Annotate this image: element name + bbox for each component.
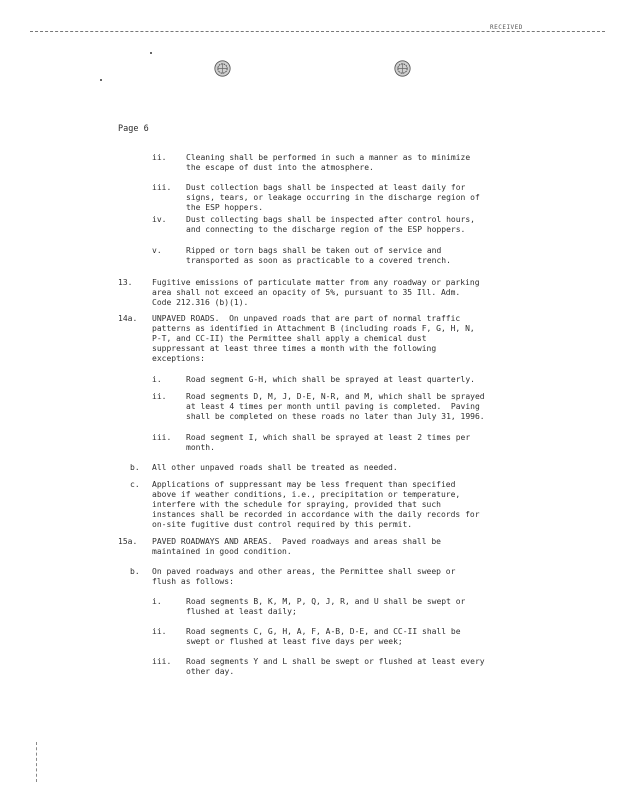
item-label: 13. bbox=[118, 278, 133, 287]
paragraph-line: Dust collecting bags shall be inspected after control hours, bbox=[186, 215, 475, 224]
scan-mark bbox=[150, 52, 152, 54]
paragraph-line: Road segments D, M, J, D-E, N-R, and M, which shall be sprayed bbox=[186, 392, 485, 401]
paragraph-line: the escape of dust into the atmosphere. bbox=[186, 163, 374, 172]
item-label: c. bbox=[130, 480, 140, 489]
left-edge-marks bbox=[36, 742, 38, 782]
scan-mark bbox=[100, 79, 102, 81]
paragraph-line: Cleaning shall be performed in such a manner as to minimize bbox=[186, 153, 471, 162]
header-dashed-rule bbox=[30, 31, 605, 32]
paragraph-line: at least 4 times per month until paving is completed. Paving bbox=[186, 402, 480, 411]
paragraph-line: Ripped or torn bags shall be taken out of service and bbox=[186, 246, 442, 255]
item-label: iii. bbox=[152, 433, 172, 442]
paragraph-line: area shall not exceed an opacity of 5%, pursuant to 35 Ill. Adm. bbox=[152, 288, 461, 297]
paragraph-line: shall be completed on these roads no later than July 31, 1996. bbox=[186, 412, 485, 421]
paragraph-line: suppressant at least three times a month with the following bbox=[152, 344, 437, 353]
paragraph-line: Fugitive emissions of particulate matter from any roadway or parking bbox=[152, 278, 480, 287]
paragraph-line: Road segment G-H, which shall be sprayed at least quarterly. bbox=[186, 375, 475, 384]
item-label: i. bbox=[152, 375, 162, 384]
paragraph-line: and connecting to the discharge region of the ESP hoppers. bbox=[186, 225, 466, 234]
paragraph-line: interfere with the schedule for spraying, provided that such bbox=[152, 500, 441, 509]
paragraph-line: maintained in good condition. bbox=[152, 547, 292, 556]
paragraph-line: PAVED ROADWAYS AND AREAS. Paved roadways and areas shall be bbox=[152, 537, 441, 546]
paragraph-line: flushed at least daily; bbox=[186, 607, 297, 616]
item-label: iii. bbox=[152, 183, 172, 192]
item-label: b. bbox=[130, 567, 140, 576]
item-label: b. bbox=[130, 463, 140, 472]
item-label: i. bbox=[152, 597, 162, 606]
item-label: ii. bbox=[152, 627, 167, 636]
paragraph-line: month. bbox=[186, 443, 215, 452]
item-label: iii. bbox=[152, 657, 172, 666]
paragraph-line: exceptions: bbox=[152, 354, 205, 363]
item-label: 15a. bbox=[118, 537, 138, 546]
item-label: ii. bbox=[152, 392, 167, 401]
paragraph-line: Applications of suppressant may be less frequent than specified bbox=[152, 480, 456, 489]
paragraph-line: flush as follows: bbox=[152, 577, 234, 586]
received-stamp: RECEIVED bbox=[490, 24, 523, 31]
paragraph-line: other day. bbox=[186, 667, 235, 676]
item-label: ii. bbox=[152, 153, 167, 162]
paragraph-line: on-site fugitive dust control required by this permit. bbox=[152, 520, 413, 529]
paragraph-line: Road segments C, G, H, A, F, A-B, D-E, and CC-II shall be bbox=[186, 627, 461, 636]
paragraph-line: Dust collection bags shall be inspected at least daily for bbox=[186, 183, 466, 192]
paragraph-line: Code 212.316 (b)(1). bbox=[152, 298, 249, 307]
item-label: iv. bbox=[152, 215, 167, 224]
item-label: v. bbox=[152, 246, 162, 255]
paragraph-line: UNPAVED ROADS. On unpaved roads that are part of normal traffic bbox=[152, 314, 461, 323]
paragraph-line: Road segments B, K, M, P, Q, J, R, and U shall be swept or bbox=[186, 597, 466, 606]
paragraph-line: P-T, and CC-II) the Permittee shall apply a chemical dust bbox=[152, 334, 427, 343]
paragraph-line: transported as soon as practicable to a covered trench. bbox=[186, 256, 451, 265]
item-label: 14a. bbox=[118, 314, 138, 323]
paragraph-line: signs, tears, or leakage occurring in the discharge region of bbox=[186, 193, 480, 202]
paragraph-line: On paved roadways and other areas, the Permittee shall sweep or bbox=[152, 567, 456, 576]
paragraph-line: patterns as identified in Attachment B (including roads F, G, H, N, bbox=[152, 324, 475, 333]
paragraph-line: Road segment I, which shall be sprayed at least 2 times per bbox=[186, 433, 471, 442]
paragraph-line: Road segments Y and L shall be swept or flushed at least every bbox=[186, 657, 485, 666]
page-number: Page 6 bbox=[118, 124, 149, 134]
paragraph-line: above if weather conditions, i.e., precipitation or temperature, bbox=[152, 490, 461, 499]
right-seal-icon bbox=[394, 60, 411, 77]
paragraph-line: swept or flushed at least five days per week; bbox=[186, 637, 403, 646]
paragraph-line: All other unpaved roads shall be treated as needed. bbox=[152, 463, 398, 472]
paragraph-line: the ESP hoppers. bbox=[186, 203, 264, 212]
left-seal-icon bbox=[214, 60, 231, 77]
paragraph-line: instances shall be recorded in accordance with the daily records for bbox=[152, 510, 480, 519]
